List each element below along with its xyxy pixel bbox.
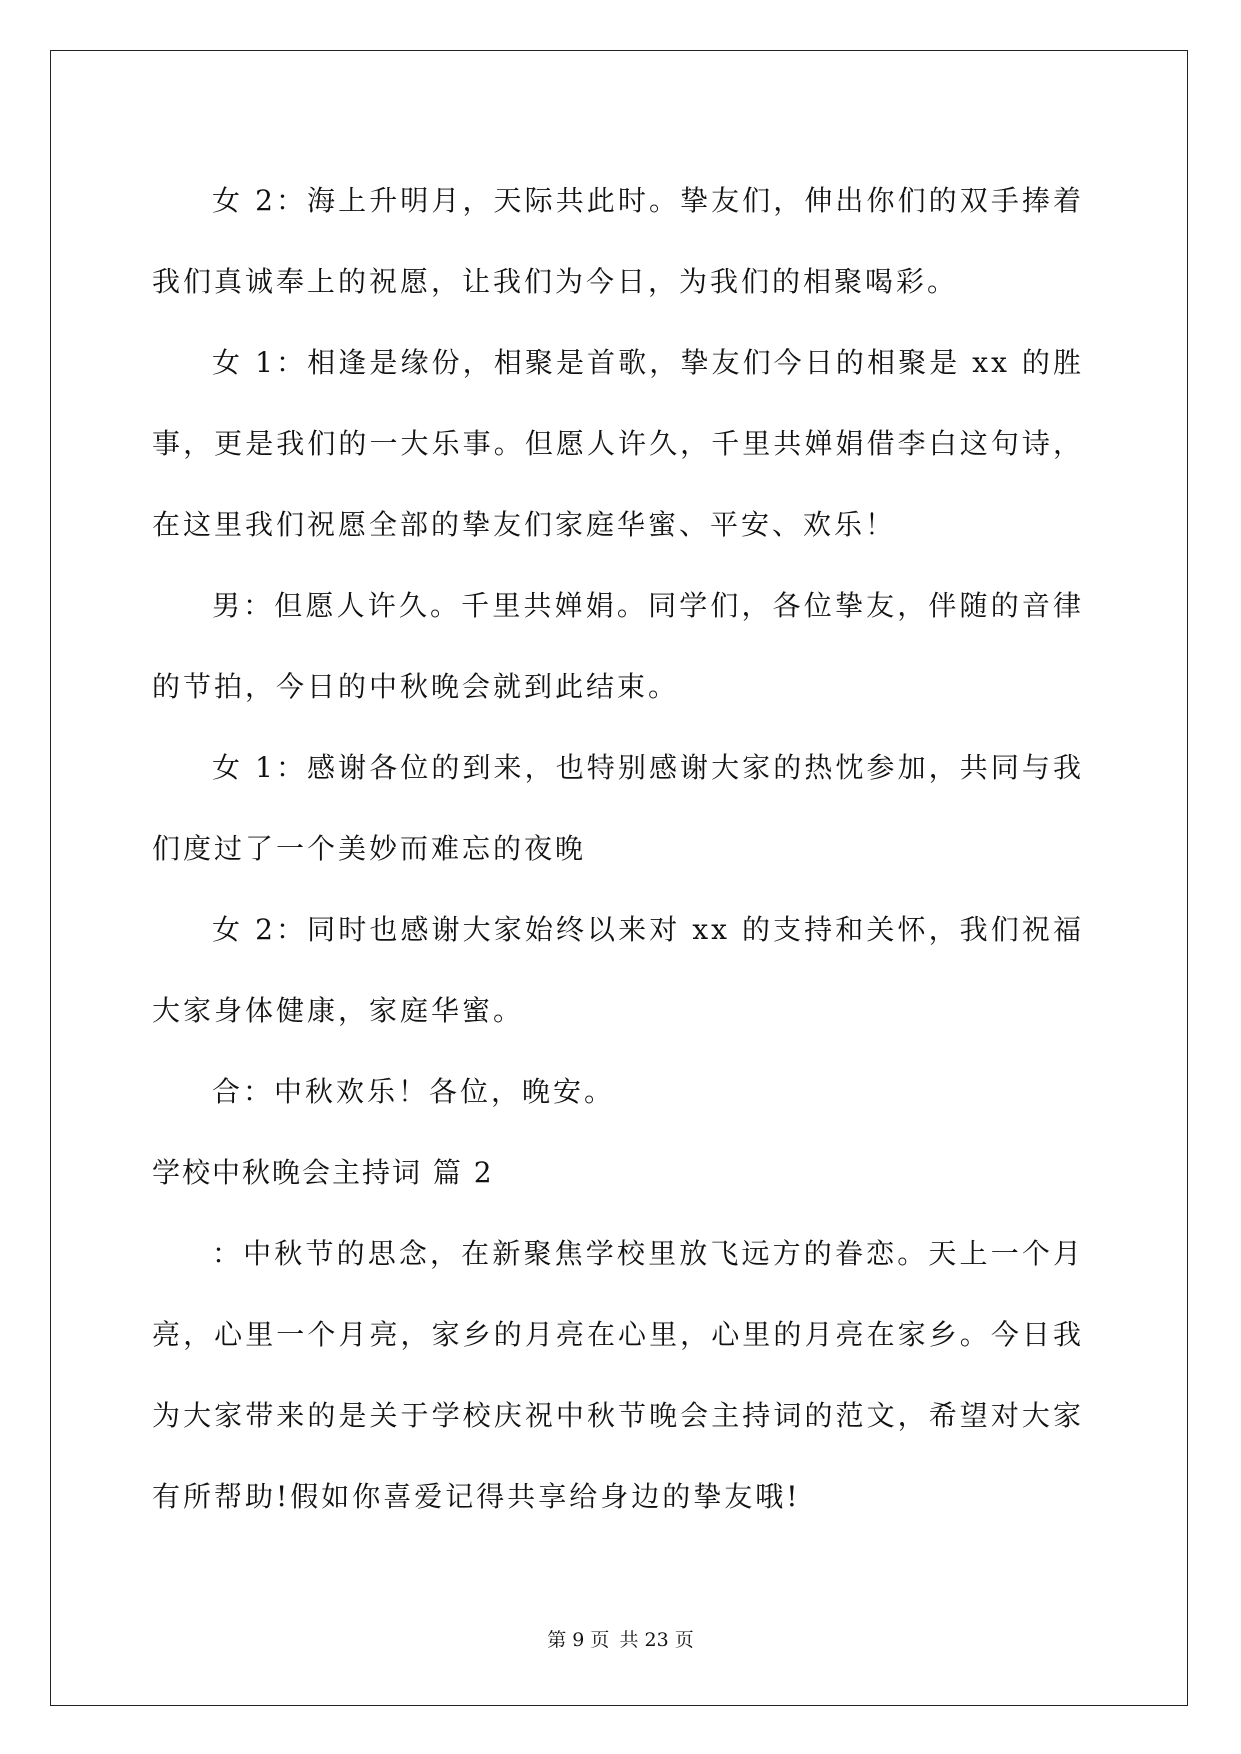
- paragraph: 女 1：感谢各位的到来，也特别感谢大家的热忱参加，共同与我们度过了一个美妙而难忘的夜晚: [152, 751, 1084, 865]
- paragraph: 女 1：相逢是缘份，相聚是首歌，挚友们今日的相聚是 xx 的胜事，更是我们的一大乐事。但愿人许久，千里共婵娟借李白这句诗，在这里我们祝愿全部的挚友们家庭华蜜、平安、欢乐！: [152, 346, 1084, 541]
- page-footer: [0, 1625, 1241, 1652]
- paragraph: 男：但愿人许久。千里共婵娟。同学们，各位挚友，伴随的音律的节拍，今日的中秋晚会就到此结束。: [152, 589, 1084, 703]
- paragraph: 女 2：海上升明月，天际共此时。挚友们，伸出你们的双手捧着我们真诚奉上的祝愿，让我们为今日，为我们的相聚喝彩。: [152, 184, 1084, 298]
- total-pages: 共 23 页: [619, 1629, 694, 1651]
- paragraph: ：中秋节的思念，在新聚焦学校里放飞远方的眷恋。天上一个月亮，心里一个月亮，家乡的月亮在心里，心里的月亮在家乡。今日我为大家带来的是关于学校庆祝中秋节晚会主持词的范文，希望对大家有所帮助!假如你喜爱记得共享给身边的挚友哦!: [152, 1237, 1084, 1513]
- paragraph: 女 2：同时也感谢大家始终以来对 xx 的支持和关怀，我们祝福大家身体健康，家庭华蜜。: [152, 913, 1084, 1027]
- document-body: [152, 160, 1084, 1537]
- paragraph: 合：中秋欢乐！各位，晚安。: [212, 1075, 616, 1108]
- page-number: 第 9 页: [547, 1629, 610, 1651]
- section-heading: 学校中秋晚会主持词 篇 2: [152, 1156, 494, 1189]
